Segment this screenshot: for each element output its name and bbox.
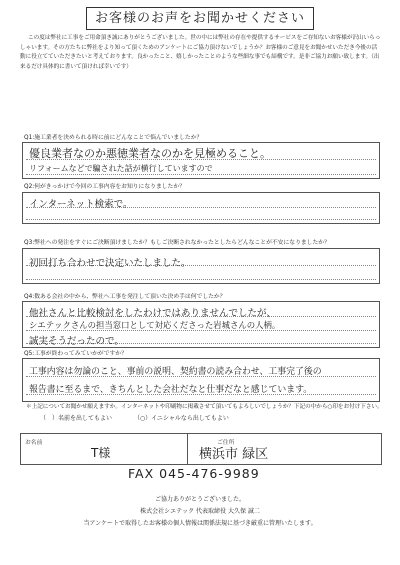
address-label: ご住所 — [217, 440, 235, 446]
answer-box-3[interactable] — [22, 248, 380, 284]
thanks-text: ご協力ありがとうございました。 — [154, 496, 245, 503]
name-value[interactable]: T様 — [91, 446, 111, 460]
privacy-notice: 当アンケートで取得したお客様の個人情報は関係法規に基づき厳重に管理いたします。 — [83, 520, 317, 527]
publication-options — [40, 415, 249, 423]
answer-box-5[interactable] — [22, 358, 380, 402]
intro-paragraph: この度は弊社に工事をご用命頂き誠にありがとうございました。世の中には弊社の存在や提供するサービスをご存知ないお客様が沢山いらっしゃいます。その方たちに弊社をより知って頂くためのアンケートにご協力頂けないでしょうか？お客様のご意見をお聞かせいただき今後の活動に役立てていただきたいと考えております。良かったこと、嬉しかったことのような些細な事でも結構です。是非ご協力お願い致します。（出来るだけ具体的に書いて頂ければ幸いです） — [20, 35, 381, 70]
answer-box-1[interactable] — [22, 142, 380, 179]
answer-1-line-2: リフォームなどで騙された話が横行していますので — [29, 164, 213, 173]
name-address-box — [20, 433, 382, 465]
answer-1-line-1: 優良業者なのか悪徳業者なのかを見極めること。 — [29, 147, 271, 160]
answer-4-line-1: 他社さんと比較検討をしたわけではありませんでしたが、 — [29, 308, 277, 319]
question-2: Q2:何がきっかけで今回の工事内容をお知りになりましたか？ — [24, 184, 185, 190]
company-info: 株式会社シエテック 代表取締役 大久保 誠二 — [140, 508, 260, 515]
intro-text — [20, 34, 382, 72]
answer-4-line-2: シエテックさんの担当窓口として対応くださった岩城さんの人柄。 — [29, 320, 281, 330]
address-value[interactable]: 横浜市 緑区 — [199, 447, 269, 462]
page-title: お客様のお声をお聞かせください — [86, 7, 314, 30]
fax-number: FAX 045-476-9989 — [128, 466, 260, 481]
answer-4-line-3: 誠実そうだったので。 — [29, 336, 124, 347]
name-label: お名前 — [25, 440, 43, 446]
question-3: Q3:弊社への発注をすぐにご決断頂けましたか？もしご決断されなかったとしたらどんなことが不安になりましたか？ — [24, 240, 330, 246]
answer-box-2[interactable] — [22, 192, 380, 224]
option-initial-ok[interactable]: （○）イニシャルなら出してもよい — [133, 415, 229, 422]
publication-note: ＊上記についてお聞かせ願えますか。インターネットや印刷物に掲載させて頂いてもよろしいでしょうか？下記の中から○印をお付け下さい。 — [26, 404, 383, 410]
answer-box-4[interactable] — [22, 301, 380, 348]
answer-3-line-1: 初回打ち合わせで決定いたしました。 — [29, 258, 191, 269]
answer-5-line-2: 報告書に至るまで、きちんとした会社だなと仕事だなと感じています。 — [29, 385, 313, 395]
answer-5-line-1: 工事内容は勿論のこと、事前の説明、契約書の読み合わせ、工事完了後の — [29, 367, 322, 377]
question-1: Q1:施工業者を決められる時に前にどんなことで悩んでいましたか？ — [24, 135, 203, 141]
question-4: Q4:数ある会社の中から、弊社へ工事を発注して頂いた決め手は何でしたか？ — [24, 294, 226, 300]
answer-2-line-1: インターネット検索で。 — [29, 199, 133, 210]
question-5: Q5:工事が終わってみていかがですか？ — [24, 351, 127, 357]
option-name-ok[interactable]: （ ）名前を出してもよい — [40, 415, 113, 422]
